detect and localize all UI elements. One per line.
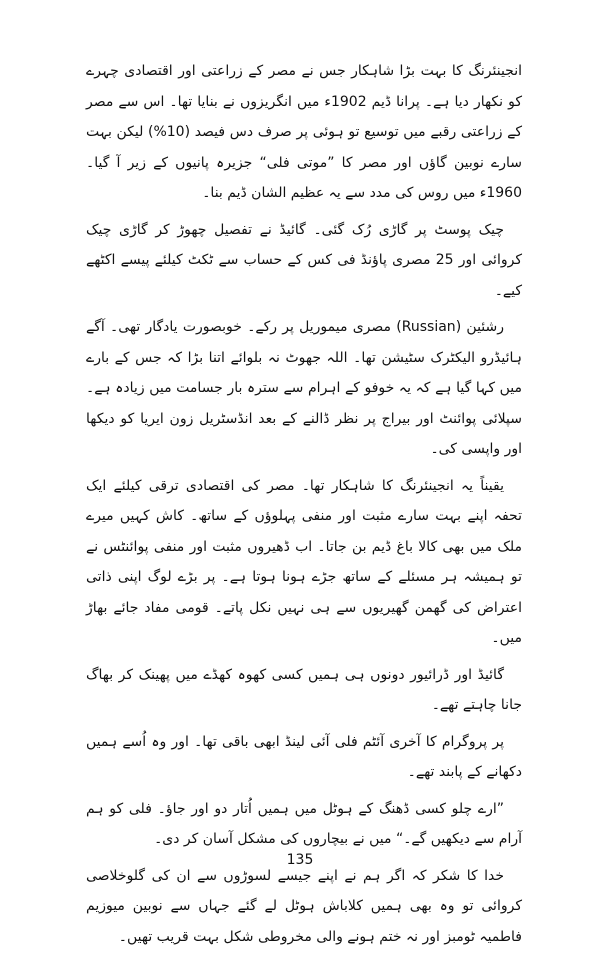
body-text <box>86 56 522 958</box>
paragraph-4: یقیناً یہ انجینئرنگ کا شاہکار تھا۔ مصر کی اقتصادی ترقی کیلئے ایک تحفہ اپنے بہت سارے مثبت اور منفی پہلوؤں کے ساتھ۔ کاش کہیں میرے ملک میں بھی کالا باغ ڈیم بن جاتا۔ اب ڈھیروں مثبت اور منفی پوائنٹس نے تو ہمیشہ ہر مسئلے کے ساتھ جڑے ہونا ہوتا ہے۔ پر بڑے لوگ اپنی ذاتی اعتراض کی گھمن گھیریوں سے ہی نہیں نکل پاتے۔ قومی مفاد جائے بھاڑ میں۔ <box>86 477 522 646</box>
paragraph-7: ”ارے چلو کسی ڈھنگ کے ہوٹل میں ہمیں اُتار دو اور جاؤ۔ فلی کو ہم آرام سے دیکھیں گے۔“ میں نے بیچاروں کی مشکل آسان کر دی۔ <box>86 800 522 847</box>
paragraph-8: خدا کا شکر کہ اگر ہم نے اپنے جیسے لسوڑوں سے ان کی گلوخلاصی کروائی تو وہ بھی ہمیں کلاباش ہوٹل لے گئے جہاں سے نوبین میوزیم فاطمیہ ٹومبز اور نہ ختم ہونے والی مخروطی شکل بہت قریب تھیں۔ <box>86 867 522 945</box>
paragraph-2: چیک پوسٹ پر گاڑی رُک گئی۔ گائیڈ نے تفصیل چھوڑ کر گاڑی چیک کروائی اور 25 مصری پاؤنڈ فی کس کے حساب سے ٹکٹ کیلئے پیسے اکٹھے کیے۔ <box>86 221 522 299</box>
paragraph-1: انجینئرنگ کا بہت بڑا شاہکار جس نے مصر کے زراعتی اور اقتصادی چہرے کو نکھار دیا ہے۔ پرانا ڈیم 1902ء میں انگریزوں نے بنایا تھا۔ اس سے مصر کے زراعتی رقبے میں توسیع تو ہوئی پر صرف دس فیصد (10%) لیکن بہت سارے نوبین گاؤں اور مصر کا ”موتی فلی“ جزیرہ پانیوں کے زیر آ گیا۔ 1960ء میں روس کی مدد سے یہ عظیم الشان ڈیم بنا۔ <box>86 63 522 201</box>
paragraph-6: پر پروگرام کا آخری آئٹم فلی آئی لینڈ ابھی باقی تھا۔ اور وہ اُسے ہمیں دکھانے کے پابند تھے۔ <box>86 733 522 780</box>
paragraph-5: گائیڈ اور ڈرائیور دونوں ہی ہمیں کسی کھوہ کھڈے میں پھینک کر بھاگ جانا چاہتے تھے۔ <box>86 666 522 713</box>
page-number: 135 <box>286 852 314 868</box>
paragraph-3: رشئین (Russian) مصری میموریل پر رکے۔ خوبصورت یادگار تھی۔ آگے ہائیڈرو الیکٹرک سٹیشن تھا۔ اللہ جھوٹ نہ بلوائے اتنا بڑا کہ جس کے بارے میں کہا گیا ہے کہ یہ خوفو کے اہرام سے سترہ بار جسامت میں زیادہ ہے۔ سپلائی پوائنٹ اور بیراج پر نظر ڈالنے کے بعد انڈسٹریل زون ایریا کو دیکھا اور واپسی کی۔ <box>86 319 522 457</box>
